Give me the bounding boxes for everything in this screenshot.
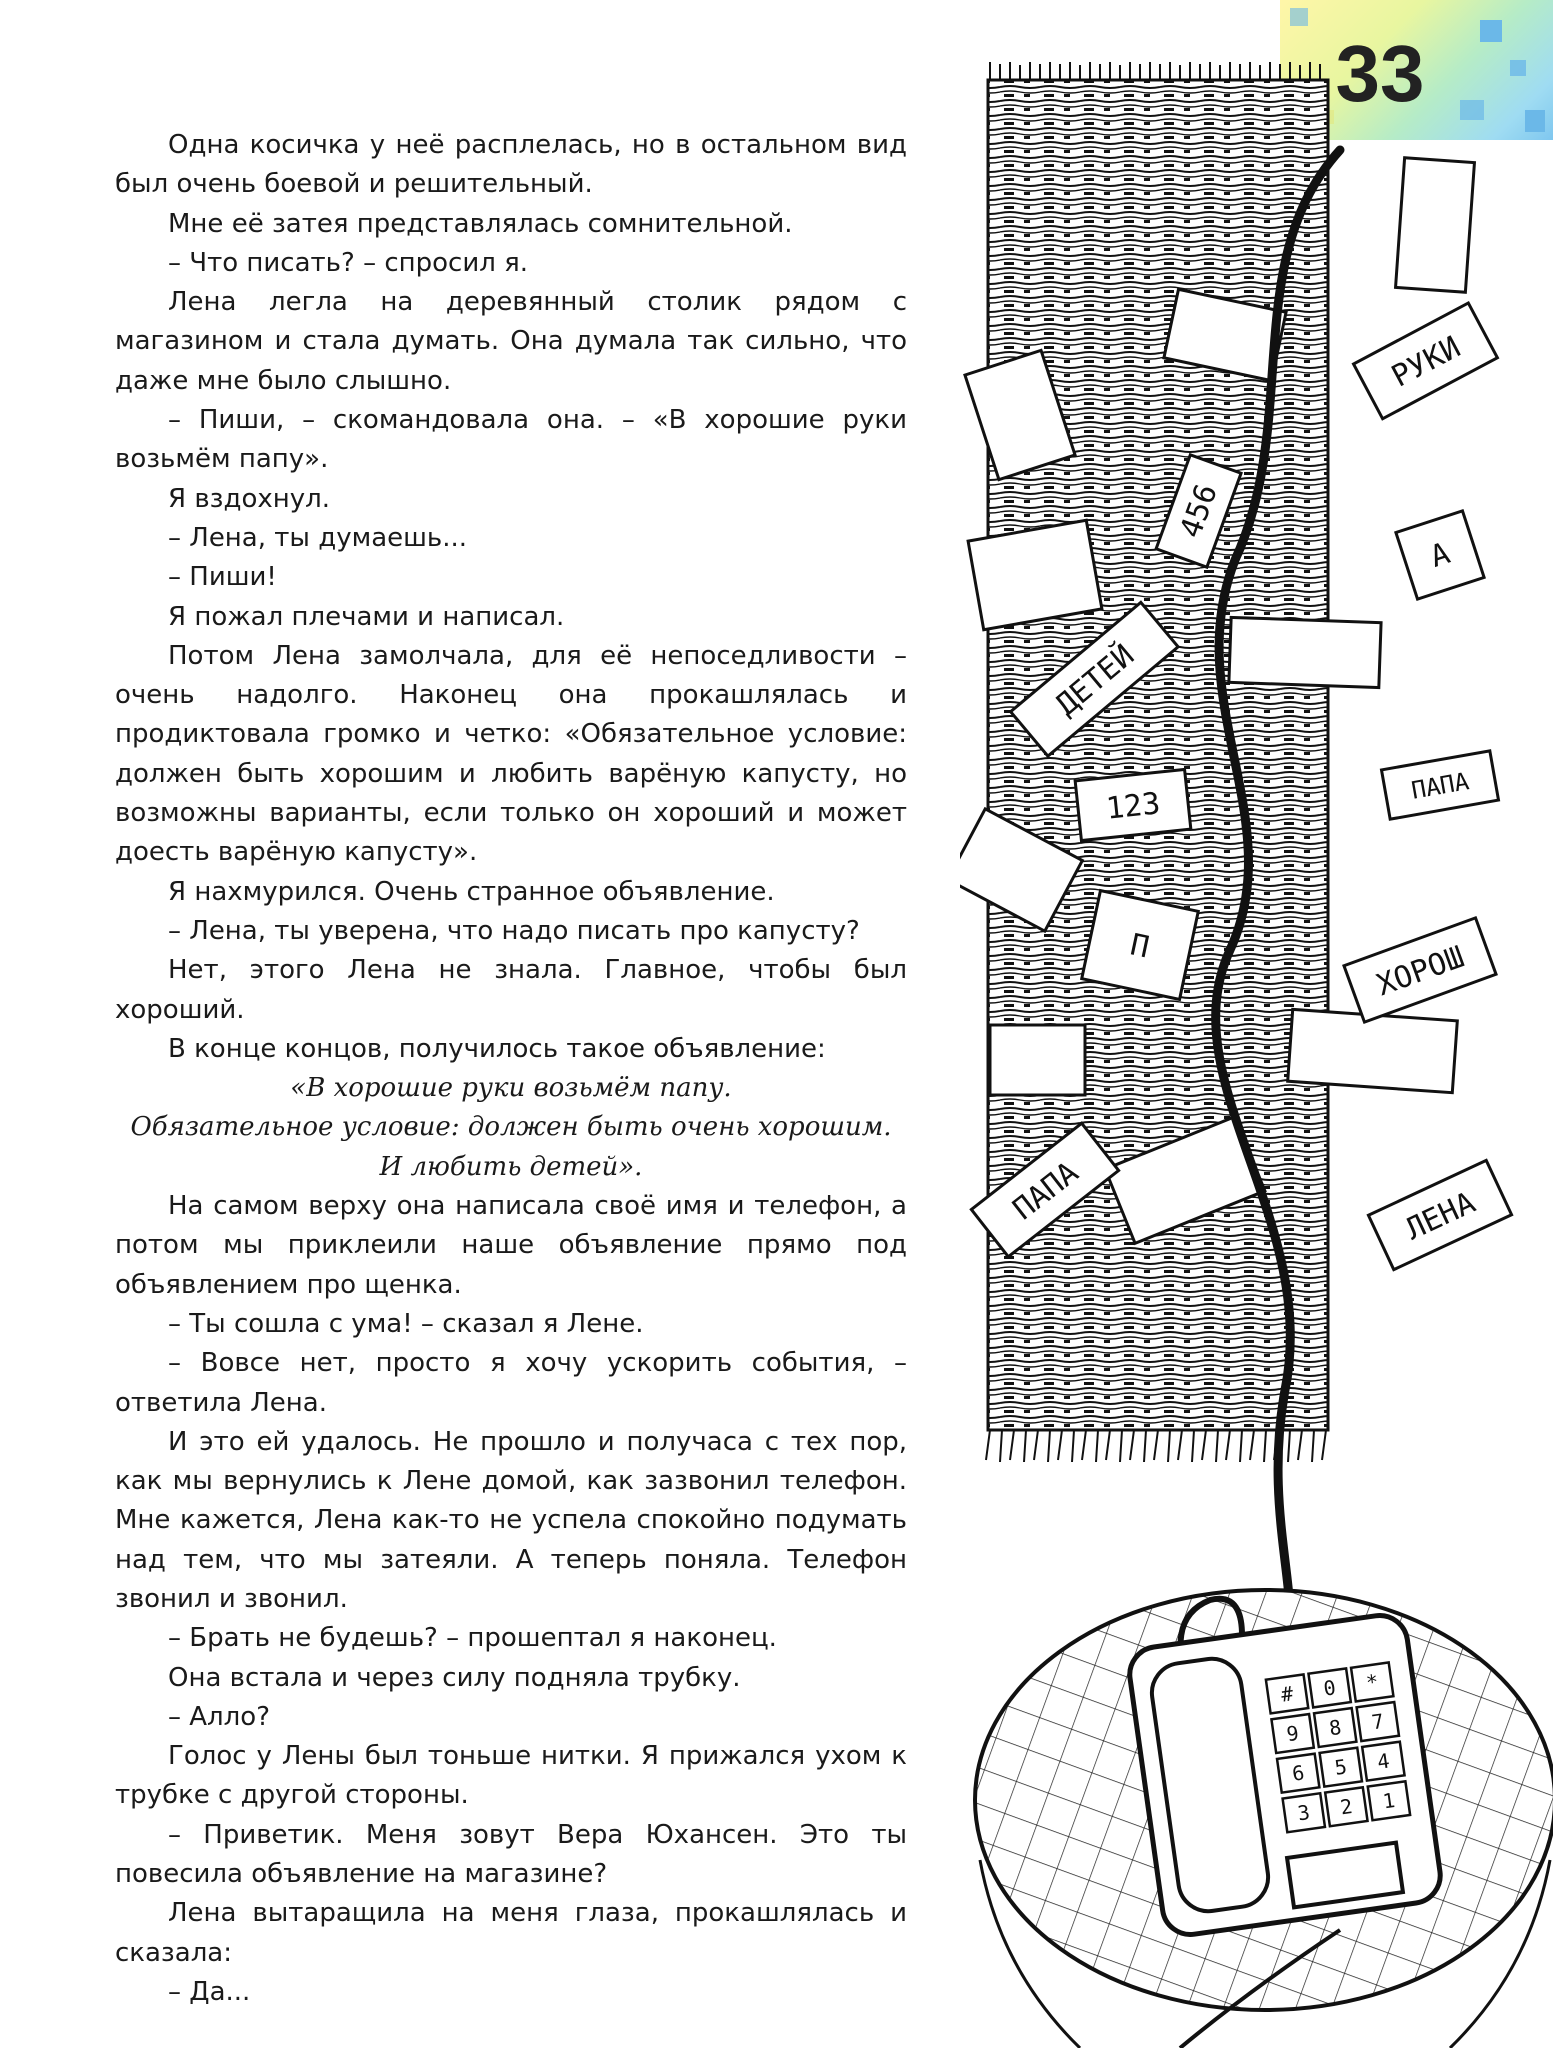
paragraph: Мне её затея представлялась сомнительной. [168, 208, 793, 239]
paragraph: – Вовсе нет, просто я хочу ускорить события, – ответила Лена. [115, 1348, 907, 1418]
phone-key: 2 [1338, 1794, 1354, 1820]
phone-key: * [1364, 1669, 1380, 1695]
note-label: 123 [1104, 786, 1162, 827]
paragraph: Лена легла на деревянный столик рядом с магазином и стала думать. Она думала так сильно, что даже мне было слышно. [115, 287, 907, 396]
paragraph: – Что писать? – спросил я. [168, 247, 529, 278]
paragraph: – Приветик. Меня зовут Вера Юхансен. Это ты повесила объявление на магазине? [115, 1819, 907, 1890]
phone-key: 9 [1285, 1720, 1301, 1747]
poem-line: Обязательное условие: должен быть очень хорошим. [130, 1112, 892, 1143]
paragraph: Потом Лена замолчала, для её непоседливости – очень надолго. Наконец она прокашлялась и продиктовала громко и четко: «Обязательное условие: должен быть хорошим и любить варёную капусту, но возможны варианты, если только он хороший и может доесть варёную капусту». [115, 640, 907, 868]
note-label: РУКИ [1386, 329, 1467, 395]
phone-key: # [1279, 1681, 1295, 1707]
paragraph: – Алло? [168, 1701, 270, 1732]
paragraph: На самом верху она написала своё имя и телефон, а потом мы приклеили наше объявление прямо под объявлением про щенка. [115, 1191, 907, 1300]
paragraph: – Пиши! [168, 562, 277, 593]
story-text [115, 126, 907, 2012]
note-label: ПАПА [1409, 767, 1472, 805]
paragraph: Я пожал плечами и написал. [168, 601, 565, 632]
phone-key: 3 [1296, 1800, 1312, 1826]
paragraph: Она встала и через силу подняла трубку. [168, 1662, 741, 1693]
paragraph: – Лена, ты думаешь... [168, 522, 468, 553]
note-label: 456 [1173, 479, 1225, 543]
paragraph: – Да... [168, 1976, 251, 2007]
paragraph: Лена вытаращила на меня глаза, прокашлялась и сказала: [115, 1898, 907, 1968]
paragraph: Я вздохнул. [168, 483, 331, 514]
paragraph: Нет, этого Лена не знала. Главное, чтобы был хороший. [115, 955, 907, 1025]
paragraph: В конце концов, получилось такое объявление: [168, 1033, 826, 1064]
note-label: А [1426, 536, 1455, 575]
phone-key: 7 [1370, 1708, 1386, 1735]
note-label: ДЕТЕЙ [1049, 637, 1142, 723]
phone-key: 0 [1322, 1675, 1338, 1701]
poem-line: «В хорошие руки возьмём папу. [290, 1073, 732, 1104]
illustration [960, 60, 1553, 2048]
paragraph: – Пиши, – скомандовала она. – «В хорошие руки возьмём папу». [115, 405, 907, 475]
phone-key: 1 [1381, 1788, 1397, 1814]
poem-line: И любить детей». [379, 1151, 643, 1182]
paragraph: – Брать не будешь? – прошептал я наконец. [168, 1623, 777, 1654]
phone-key: 8 [1327, 1714, 1343, 1741]
paragraph: Голос у Лены был тоньше нитки. Я прижался ухом к трубке с другой стороны. [115, 1741, 907, 1811]
paragraph: Я нахмурился. Очень странное объявление. [168, 876, 775, 907]
paragraph: Одна косичка у неё расплелась, но в остальном вид был очень боевой и решительный. [115, 130, 907, 200]
phone-key: 6 [1290, 1760, 1306, 1786]
page-number: 33 [1335, 29, 1425, 118]
note-label: ХОРОШ [1372, 939, 1469, 1004]
paragraph: – Лена, ты уверена, что надо писать про капусту? [168, 915, 860, 946]
note-label: ЛЕНА [1400, 1185, 1481, 1248]
phone-key: 4 [1375, 1748, 1392, 1774]
paragraph: И это ей удалось. Не прошло и получаса с тех пор, как мы вернулись к Лене домой, как зазвонил телефон. Мне кажется, Лена как-то не успела спокойно подумать над тем, что мы затеяли. А теперь поняла. Телефон звонил и звонил. [115, 1426, 907, 1614]
note-label: ПАПА [1006, 1155, 1086, 1228]
paragraph: – Ты сошла с ума! – сказал я Лене. [168, 1308, 644, 1339]
note-label: П [1127, 927, 1153, 966]
phone-key: 5 [1333, 1754, 1349, 1780]
